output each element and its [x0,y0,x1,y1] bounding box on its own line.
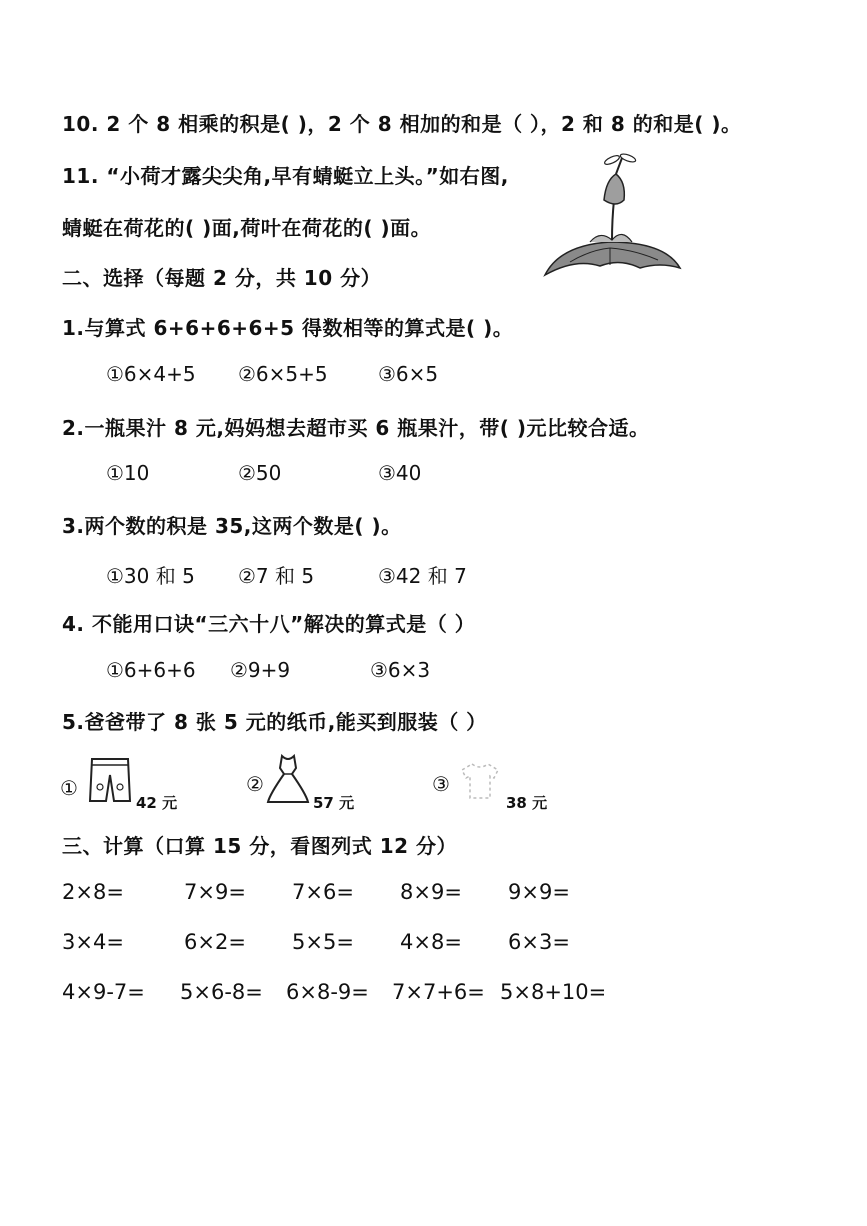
calc-item: 9×9= [508,880,570,904]
calc-item: 2×8= [62,880,124,904]
calc-item: 4×9-7= [62,980,145,1004]
dress-icon [266,754,310,806]
choice-option[interactable]: ③42 和 7 [378,564,467,588]
clothing-price-2: 57 元 [313,794,355,812]
clothing-price-3: 38 元 [506,794,548,812]
choice-question-1: 1.与算式 6+6+6+6+5 得数相等的算式是( )。 [62,316,514,340]
calc-item: 6×2= [184,930,246,954]
calc-item: 6×3= [508,930,570,954]
choice-option[interactable]: ①6+6+6 [106,658,196,682]
calc-item: 3×4= [62,930,124,954]
calc-item: 7×9= [184,880,246,904]
choice-option[interactable]: ①10 [106,461,150,485]
clothing-price-1: 42 元 [136,794,178,812]
calc-item: 8×9= [400,880,462,904]
question-11: 11. “小荷才露尖尖角,早有蜻蜓立上头。”如右图, [62,164,509,188]
calc-item: 5×5= [292,930,354,954]
clothing-marker-1[interactable]: ① [60,776,78,800]
choice-question-4: 4. 不能用口诀“三六十八”解决的算式是（ ） [62,612,476,636]
shirt-icon [458,758,502,802]
choice-option[interactable]: ②9+9 [230,658,291,682]
choice-option[interactable]: ②50 [238,461,282,485]
lotus-dragonfly-illustration [540,150,685,280]
calc-item: 7×7+6= [392,980,485,1004]
question-11-line2: 蜻蜓在荷花的( )面,荷叶在荷花的( )面。 [62,216,432,240]
choice-option[interactable]: ③40 [378,461,422,485]
clothing-marker-3[interactable]: ③ [432,772,450,796]
section-2-heading: 二、选择（每题 2 分，共 10 分） [62,266,382,290]
choice-question-3: 3.两个数的积是 35,这两个数是( )。 [62,514,402,538]
section-3-heading: 三、计算（口算 15 分，看图列式 12 分） [62,834,458,858]
calc-item: 5×8+10= [500,980,607,1004]
choice-question-2: 2.一瓶果汁 8 元,妈妈想去超市买 6 瓶果汁，带( )元比较合适。 [62,416,650,440]
calc-item: 6×8-9= [286,980,369,1004]
choice-option[interactable]: ③6×5 [378,362,439,386]
clothing-marker-2[interactable]: ② [246,772,264,796]
calc-item: 5×6-8= [180,980,263,1004]
choice-question-5: 5.爸爸带了 8 张 5 元的纸币,能买到服装（ ） [62,710,487,734]
choice-option[interactable]: ②6×5+5 [238,362,328,386]
question-10: 10. 2 个 8 相乘的积是( )，2 个 8 相加的和是（ ），2 和 8 的和是( )。 [62,112,742,136]
calc-item: 4×8= [400,930,462,954]
choice-option[interactable]: ②7 和 5 [238,564,315,588]
choice-option[interactable]: ①30 和 5 [106,564,195,588]
choice-option[interactable]: ③6×3 [370,658,431,682]
pants-icon [88,755,132,807]
calc-item: 7×6= [292,880,354,904]
choice-option[interactable]: ①6×4+5 [106,362,196,386]
